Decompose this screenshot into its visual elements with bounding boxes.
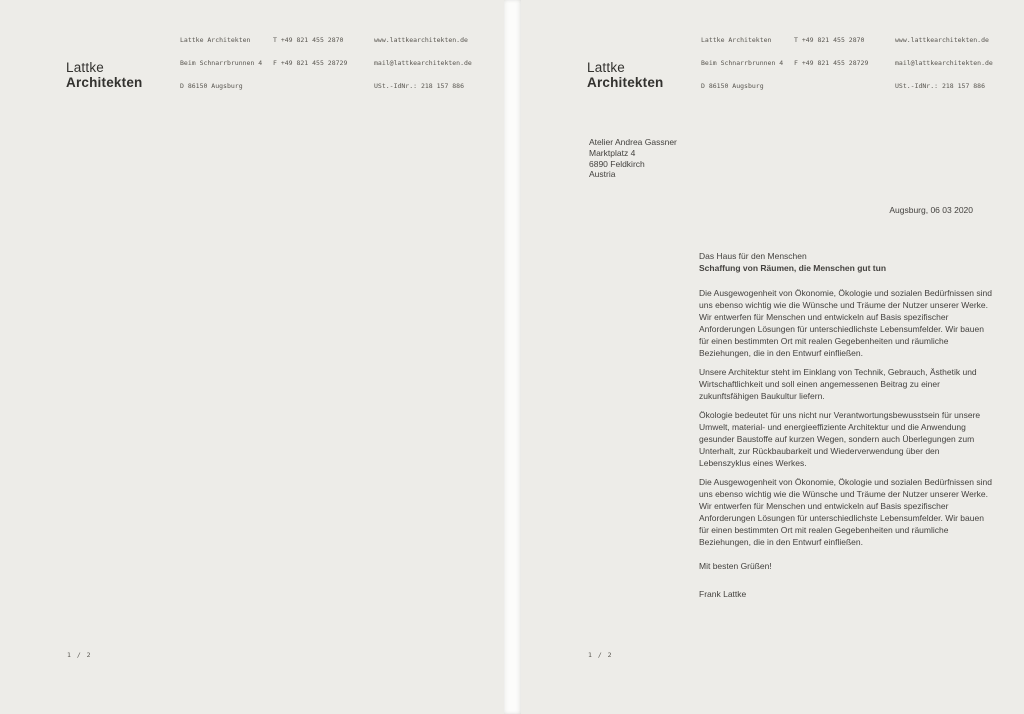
contact-web-column — [374, 22, 472, 106]
recipient-line: Austria — [589, 169, 616, 180]
subject-line-2: Schaffung von Räumen, die Menschen gut tun — [699, 263, 887, 273]
contact-line: T +49 821 455 2870 — [273, 36, 344, 45]
company-logo — [66, 60, 142, 90]
contact-phone-column — [794, 22, 868, 83]
letter-body — [699, 250, 993, 600]
recipient-line: 6890 Feldkirch — [589, 158, 645, 169]
contact-line: D 86150 Augsburg — [180, 81, 243, 90]
letter-paragraph: Ökologie bedeutet für uns nicht nur Verantwortungsbewusstsein für unsere Umwelt, material- und energieeffiziente Architektur und die Anwendung gesunder Baustoffe auf kurzen Wegen, sondern auch Überlegungen zum Unterhalt, zur Rückbaubarkeit und Wiederverwendung über den Lebenszyklus eines Werkes. — [699, 410, 981, 468]
contact-block — [0, 22, 504, 90]
letter-paragraph: Die Ausgewogenheit von Ökonomie, Ökologie und sozialen Bedürfnissen sind uns ebenso wichtig wie die Wünsche und Träume der Nutzer unserer Werke. Wir entwerfen für Menschen und entwickeln auf Basis spezifischer Anforderungen Lösungen für unterschiedlichste Lebensumfelder. Wir bauen für einen bestimmten Ort mit realen Gegebenheiten und räumliche Beziehungen, die in den Entwurf einfließen. — [699, 288, 992, 358]
logo-line-2: Architekten — [587, 75, 664, 90]
contact-line: D 86150 Augsburg — [701, 81, 764, 90]
letterhead-page-blank — [0, 0, 504, 714]
contact-line: www.lattkearchitekten.de — [895, 36, 989, 45]
contact-line: USt.-IdNr.: 218 157 886 — [374, 81, 465, 90]
recipient-address — [589, 137, 677, 180]
contact-line: www.lattkearchitekten.de — [374, 36, 468, 45]
recipient-line: Marktplatz 4 — [589, 147, 636, 158]
contact-block — [521, 22, 1024, 90]
signature-name: Frank Lattke — [699, 589, 747, 599]
contact-line: F +49 821 455 28729 — [273, 58, 348, 67]
date-line: Augsburg, 06 03 2020 — [889, 205, 973, 215]
subject-line-1: Das Haus für den Menschen — [699, 251, 807, 261]
contact-line: Beim Schnarrbrunnen 4 — [180, 58, 263, 67]
contact-phone-column — [273, 22, 347, 83]
contact-line: Beim Schnarrbrunnen 4 — [701, 58, 784, 67]
logo-line-1: Lattke — [66, 60, 104, 75]
contact-line: USt.-IdNr.: 218 157 886 — [895, 81, 986, 90]
letter-paragraph: Unsere Architektur steht im Einklang von Technik, Gebrauch, Ästhetik und Wirtschaftlichkeit und soll einen angemessenen Beitrag zu einer zukunftsfähigen Baukultur liefern. — [699, 367, 977, 401]
recipient-line: Atelier Andrea Gassner — [589, 137, 677, 147]
page-number: 1 / 2 — [67, 651, 92, 659]
contact-address-column — [180, 22, 262, 106]
contact-line: mail@lattkearchitekten.de — [374, 58, 472, 67]
closing-line: Mit besten Grüßen! — [699, 561, 772, 571]
contact-line: F +49 821 455 28729 — [794, 58, 869, 67]
contact-line: T +49 821 455 2870 — [794, 36, 865, 45]
letter-paragraph: Die Ausgewogenheit von Ökonomie, Ökologie und sozialen Bedürfnissen sind uns ebenso wichtig wie die Wünsche und Träume der Nutzer unserer Werke. Wir entwerfen für Menschen und entwickeln auf Basis spezifischer Anforderungen Lösungen für unterschiedlichste Lebensumfelder. Wir bauen für einen bestimmten Ort mit realen Gegebenheiten und räumliche Beziehungen, die in den Entwurf einfließen. — [699, 477, 992, 547]
contact-line: Lattke Architekten — [701, 36, 772, 45]
subject-block — [699, 250, 993, 274]
letter-page — [521, 0, 1024, 714]
contact-line: Lattke Architekten — [180, 36, 251, 45]
page-number: 1 / 2 — [588, 651, 613, 659]
contact-address-column — [701, 22, 783, 106]
logo-line-2: Architekten — [66, 75, 143, 90]
contact-line: mail@lattkearchitekten.de — [895, 58, 993, 67]
page-gutter — [504, 0, 521, 714]
logo-line-1: Lattke — [587, 60, 625, 75]
contact-web-column — [895, 22, 993, 106]
company-logo — [587, 60, 663, 90]
